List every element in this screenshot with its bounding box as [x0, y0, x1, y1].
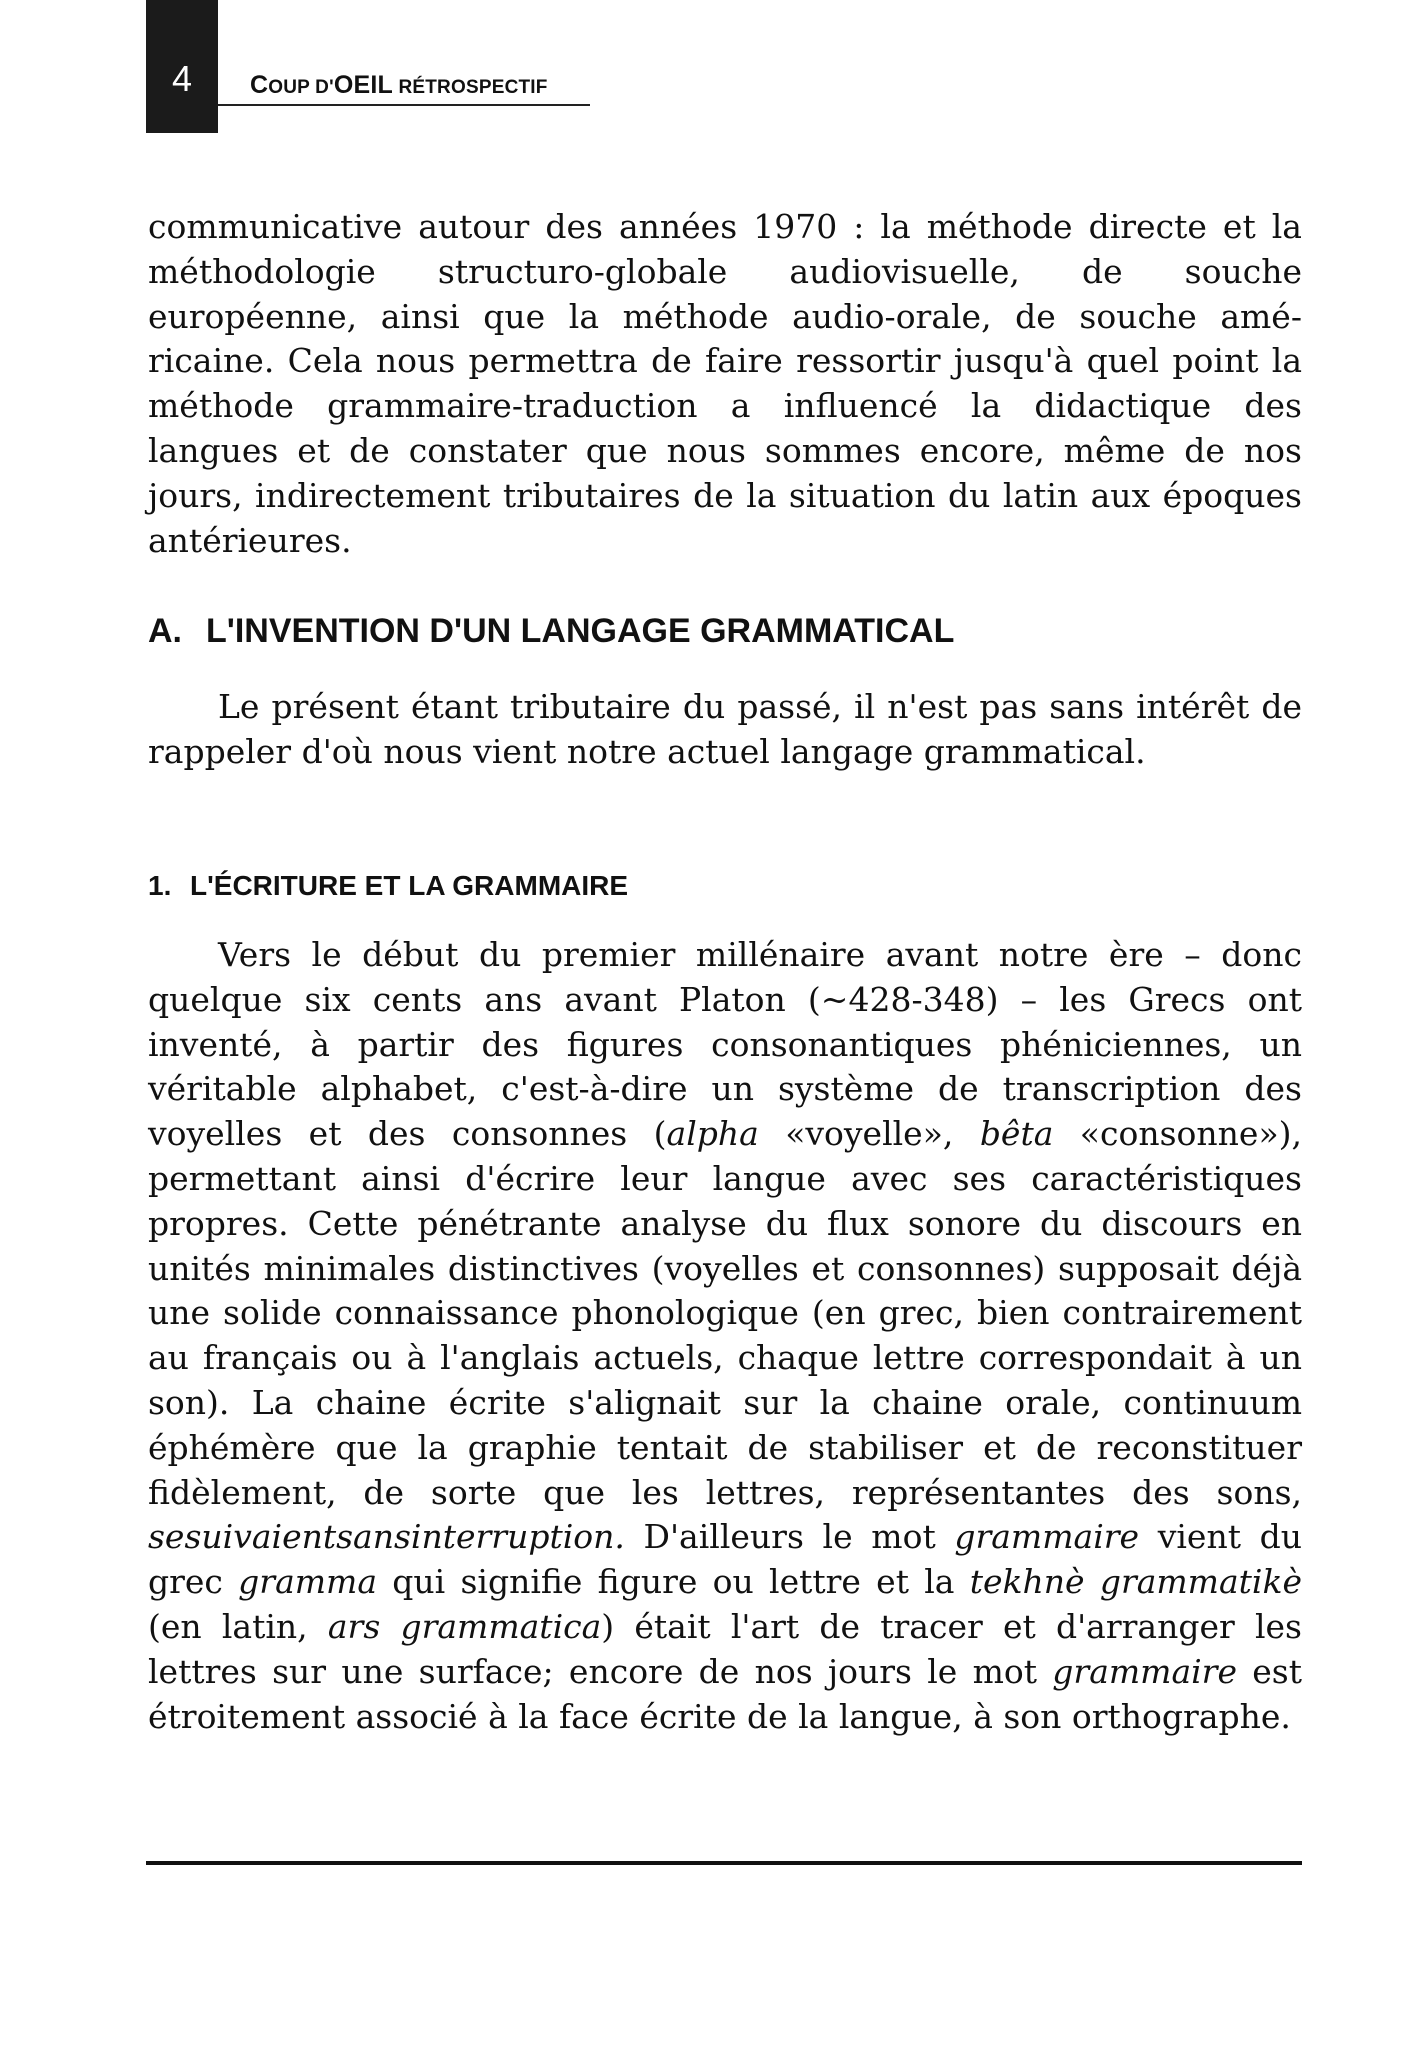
footer-rule — [146, 1861, 1302, 1865]
running-title-cap-o: OEIL — [333, 71, 393, 99]
text-run: «consonne»), permettant ainsi d'écrire leur langue avec ses caractéristiques propres. Cette pénétrante analyse du flux sonore du discours en unités minimales distinctives (voyelles et consonnes) supposait déjà une solide connaissance phonologique (en grec, bien contrairement au français ou à l'anglais actuels, chaque lettre correspondait à un son). La chaine écrite s'alignait sur la chaine orale, continuum éphémère que la graphie tentait de stabiliser et de reconstituer fidèlement, de sorte que les lettres, représentantes des sons, — [148, 1114, 1302, 1512]
term-ars-grammatica: ars grammatica — [327, 1606, 602, 1646]
section-1-heading — [148, 870, 628, 902]
text-run: ) était l'art de tracer et d'arranger les lettres sur une surface; encore de nos jours le mot — [148, 1606, 1302, 1691]
page-number: 4 — [171, 58, 193, 99]
text-run: D'ailleurs le mot — [624, 1517, 955, 1557]
text-run: Vers le début du premier millénaire avant notre ère – donc quelque six cents ans avant Platon (~428-348) – les Grecs ont inventé, à partir des figures consonantiques phéniciennes, un véritable alphabet, c'est-à-dire un système de transcription des voyelles et des consonnes ( — [148, 935, 1302, 1154]
text-run: «voyelle», — [758, 1114, 980, 1154]
running-title-part2: RÉTROSPECTIF — [392, 77, 548, 98]
term-alpha: alpha — [666, 1114, 759, 1154]
running-title-part1: OUP D' — [268, 77, 334, 98]
term-tekhne-grammatike: tekhnè grammatikè — [969, 1562, 1302, 1602]
intro-paragraph: communicative autour des années 1970 : la méthode directe et la méthodologie structuro-globale audiovisuelle, de souche européenne, ainsi que la méthode audio-orale, de souche américaine. Cela nous permettra de faire ressortir jusqu'à quel point la méthode grammaire-traduction a influencé la didactique des langues et de constater que nous sommes encore, même de nos jours, indirectement tributaires de la situation du latin aux époques antérieures. — [148, 207, 1302, 560]
section-a-title: L'INVENTION D'UN LANGAGE GRAMMATICAL — [206, 612, 955, 650]
run-on-example: sesuivaientsansinterruption. — [148, 1517, 625, 1557]
text-run: (en latin, — [148, 1606, 328, 1646]
page-number-tab — [146, 0, 218, 133]
running-title — [250, 71, 548, 100]
section-1-title: L'ÉCRITURE ET LA GRAMMAIRE — [190, 870, 629, 901]
section-1-paragraph — [148, 933, 1302, 1739]
section-a-paragraph: Le présent étant tributaire du passé, il n'est pas sans intérêt de rappeler d'où nous vient notre actuel langage grammatical. — [148, 687, 1302, 771]
section-a-heading — [148, 612, 954, 651]
term-grammaire: grammaire — [954, 1517, 1140, 1557]
section-a-number: A. — [148, 612, 182, 650]
section-1-number: 1. — [148, 870, 172, 901]
term-grammaire: grammaire — [1052, 1651, 1237, 1691]
text-run: est étroitement associé à la face écrite de la langue, à son orthographe. — [148, 1651, 1303, 1736]
header-rule — [218, 104, 590, 106]
term-beta: bêta — [979, 1114, 1054, 1154]
running-title-cap-c: C — [250, 71, 269, 99]
text-run: vient du grec — [148, 1517, 1302, 1602]
term-gramma: gramma — [238, 1562, 378, 1602]
text-run: qui signifie figure ou lettre et la — [377, 1562, 970, 1602]
